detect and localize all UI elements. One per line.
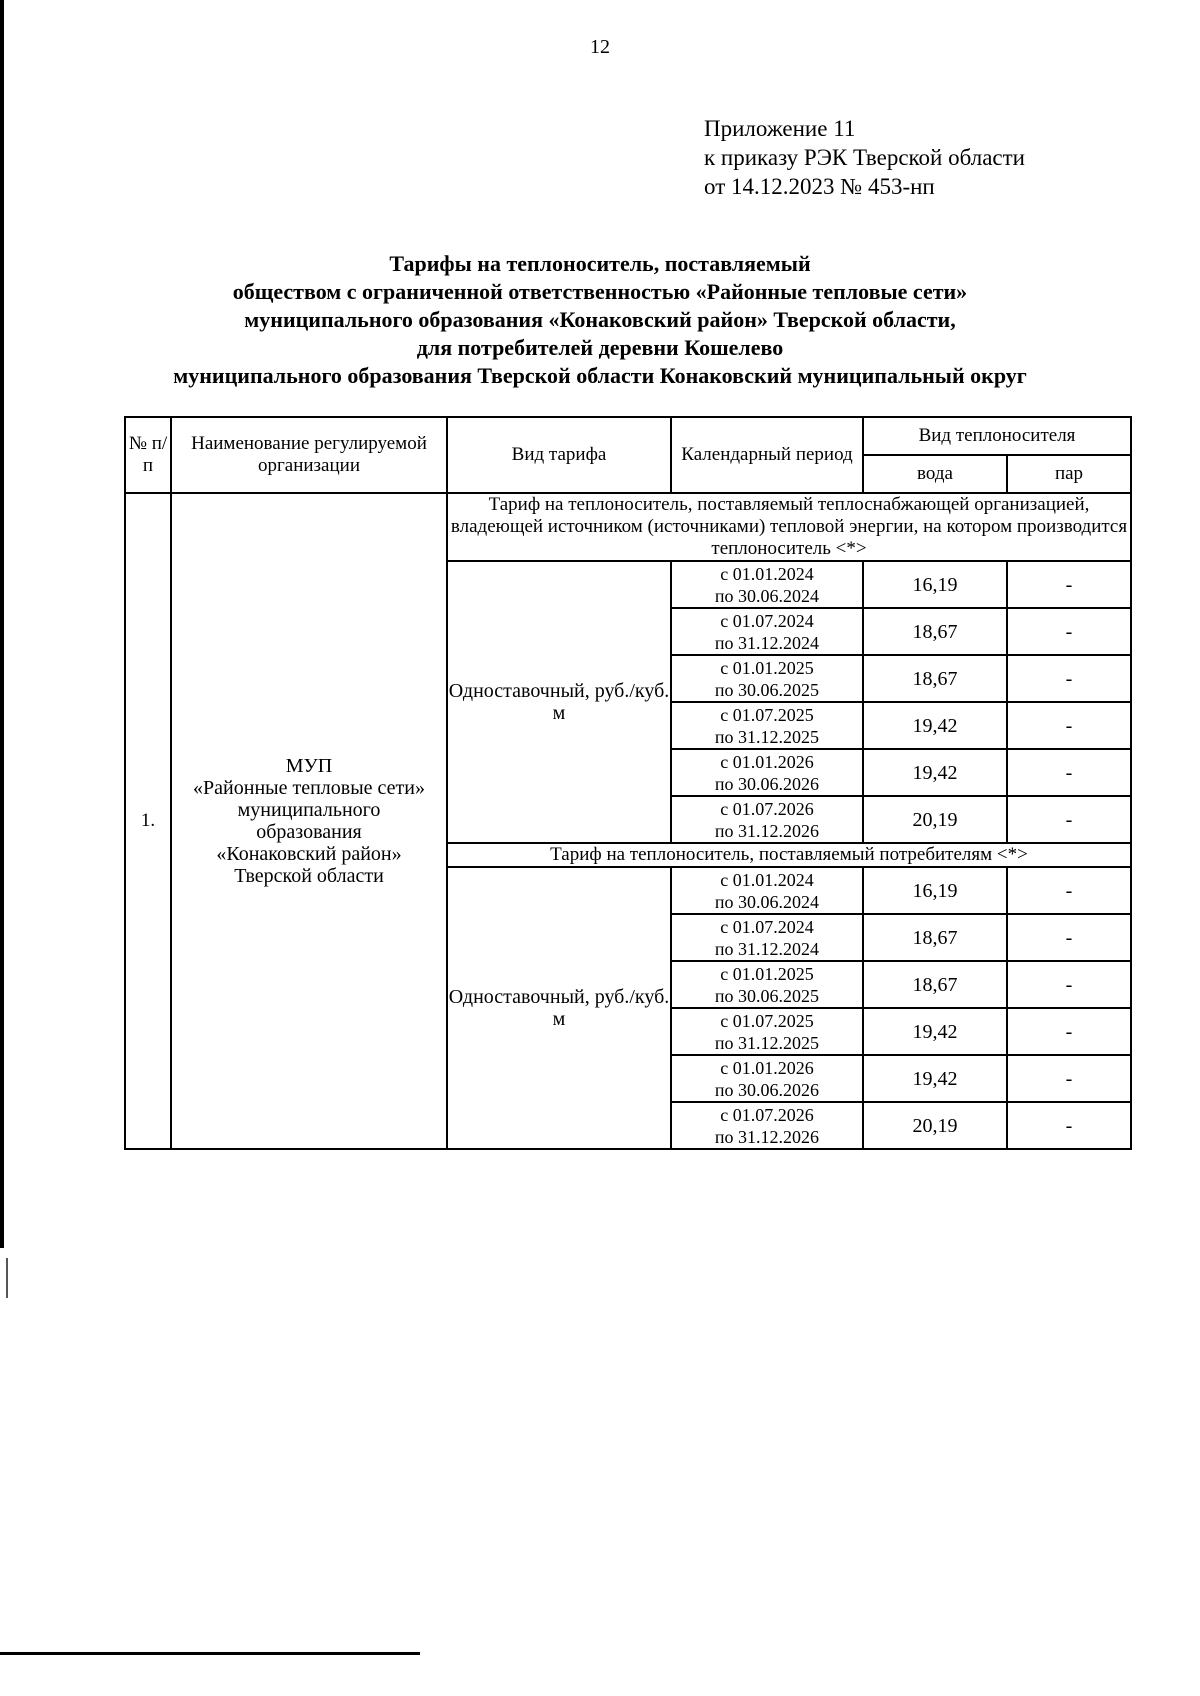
organization-line: муниципального (237, 799, 381, 821)
organization-line: Тверской области (234, 865, 384, 887)
appendix-line: к приказу РЭК Тверской области (704, 145, 1025, 170)
period-to: по 30.06.2026 (714, 1079, 820, 1100)
period-cell (671, 796, 863, 843)
footer-rule (0, 1652, 420, 1655)
title-line: Тарифы на теплоноситель, поставляемый (389, 251, 811, 276)
appendix-line: от 14.12.2023 № 453-нп (704, 174, 935, 199)
period-from: с 01.01.2025 (720, 657, 814, 678)
steam-tariff-cell: - (1007, 961, 1131, 1008)
water-tariff-cell: 20,19 (863, 1102, 1007, 1149)
organization-line: «Конаковский район» (216, 843, 402, 865)
organization-line: «Районные тепловые сети» (193, 777, 425, 799)
steam-tariff-cell: - (1007, 1102, 1131, 1149)
page-number: 12 (590, 36, 610, 58)
steam-tariff-cell: - (1007, 1055, 1131, 1102)
steam-tariff-cell: - (1007, 608, 1131, 655)
tariff-table (124, 416, 1132, 1150)
water-tariff-cell: 19,42 (863, 1055, 1007, 1102)
period-to: по 31.12.2025 (714, 1032, 820, 1053)
water-tariff-cell: 20,19 (863, 796, 1007, 843)
period-from: с 01.01.2024 (720, 563, 814, 584)
period-cell (671, 867, 863, 914)
water-tariff-cell: 19,42 (863, 702, 1007, 749)
period-cell (671, 961, 863, 1008)
period-to: по 30.06.2025 (714, 679, 820, 700)
water-tariff-cell: 18,67 (863, 608, 1007, 655)
steam-tariff-cell: - (1007, 702, 1131, 749)
title-line: муниципального образования «Конаковский район» Тверской области, (244, 307, 956, 332)
period-from: с 01.07.2024 (720, 610, 814, 631)
section-heading: Тариф на теплоноситель, поставляемый теплоснабжающей организацией, владеющей источником (источниками) тепловой энергии, на котором производится теплоноситель <*> (447, 493, 1131, 561)
period-from: с 01.07.2026 (720, 1104, 814, 1125)
period-cell (671, 914, 863, 961)
organization-cell (171, 493, 447, 1149)
section-heading: Тариф на теплоноситель, поставляемый потребителям <*> (447, 843, 1131, 867)
water-tariff-cell: 19,42 (863, 1008, 1007, 1055)
water-tariff-cell: 18,67 (863, 961, 1007, 1008)
section-heading-row (125, 493, 1131, 561)
period-to: по 30.06.2024 (714, 891, 820, 912)
period-to: по 30.06.2024 (714, 585, 820, 606)
period-cell (671, 702, 863, 749)
header-tariff-type: Вид тарифа (447, 417, 671, 493)
organization-line: МУП (285, 755, 333, 777)
period-from: с 01.07.2025 (720, 704, 814, 725)
water-tariff-cell: 16,19 (863, 561, 1007, 608)
period-cell (671, 608, 863, 655)
period-to: по 31.12.2026 (714, 820, 820, 841)
period-cell (671, 749, 863, 796)
document-title (60, 250, 1140, 390)
steam-tariff-cell: - (1007, 796, 1131, 843)
header-period: Календарный период (671, 417, 863, 493)
appendix-line: Приложение 11 (704, 116, 856, 141)
steam-tariff-cell: - (1007, 1008, 1131, 1055)
period-cell (671, 1008, 863, 1055)
header-organization: Наименование регулируемой организации (171, 417, 447, 493)
title-line: муниципального образования Тверской области Конаковский муниципальный округ (173, 363, 1027, 388)
water-tariff-cell: 18,67 (863, 914, 1007, 961)
period-cell (671, 1102, 863, 1149)
water-tariff-cell: 19,42 (863, 749, 1007, 796)
steam-tariff-cell: - (1007, 749, 1131, 796)
title-line: обществом с ограниченной ответственностью «Районные тепловые сети» (232, 279, 968, 304)
tariff-kind-cell: Одноставочный, руб./куб. м (447, 867, 671, 1149)
row-number-cell: 1. (125, 493, 171, 1149)
period-from: с 01.07.2026 (720, 798, 814, 819)
period-from: с 01.01.2026 (720, 751, 814, 772)
period-to: по 30.06.2026 (714, 773, 820, 794)
period-cell (671, 561, 863, 608)
steam-tariff-cell: - (1007, 655, 1131, 702)
water-tariff-cell: 18,67 (863, 655, 1007, 702)
period-cell (671, 1055, 863, 1102)
period-from: с 01.01.2026 (720, 1057, 814, 1078)
scan-margin-mark (6, 1258, 8, 1298)
period-to: по 31.12.2026 (714, 1126, 820, 1147)
period-from: с 01.01.2025 (720, 963, 814, 984)
period-to: по 31.12.2024 (714, 938, 820, 959)
organization-line: образования (256, 821, 362, 843)
tariff-kind-cell: Одноставочный, руб./куб. м (447, 561, 671, 843)
appendix-reference (704, 114, 1025, 201)
period-to: по 31.12.2025 (714, 726, 820, 747)
water-tariff-cell: 16,19 (863, 867, 1007, 914)
title-line: для потребителей деревни Кошелево (416, 335, 784, 360)
header-water: вода (863, 455, 1007, 493)
period-cell (671, 655, 863, 702)
period-from: с 01.07.2024 (720, 916, 814, 937)
table-header-row (125, 417, 1131, 455)
period-from: с 01.07.2025 (720, 1010, 814, 1031)
header-carrier-type: Вид теплоносителя (863, 417, 1131, 455)
scan-margin-line (0, 0, 4, 1248)
steam-tariff-cell: - (1007, 867, 1131, 914)
header-number: № п/п (125, 417, 171, 493)
period-to: по 30.06.2025 (714, 985, 820, 1006)
steam-tariff-cell: - (1007, 561, 1131, 608)
period-from: с 01.01.2024 (720, 869, 814, 890)
steam-tariff-cell: - (1007, 914, 1131, 961)
period-to: по 31.12.2024 (714, 632, 820, 653)
header-steam: пар (1007, 455, 1131, 493)
